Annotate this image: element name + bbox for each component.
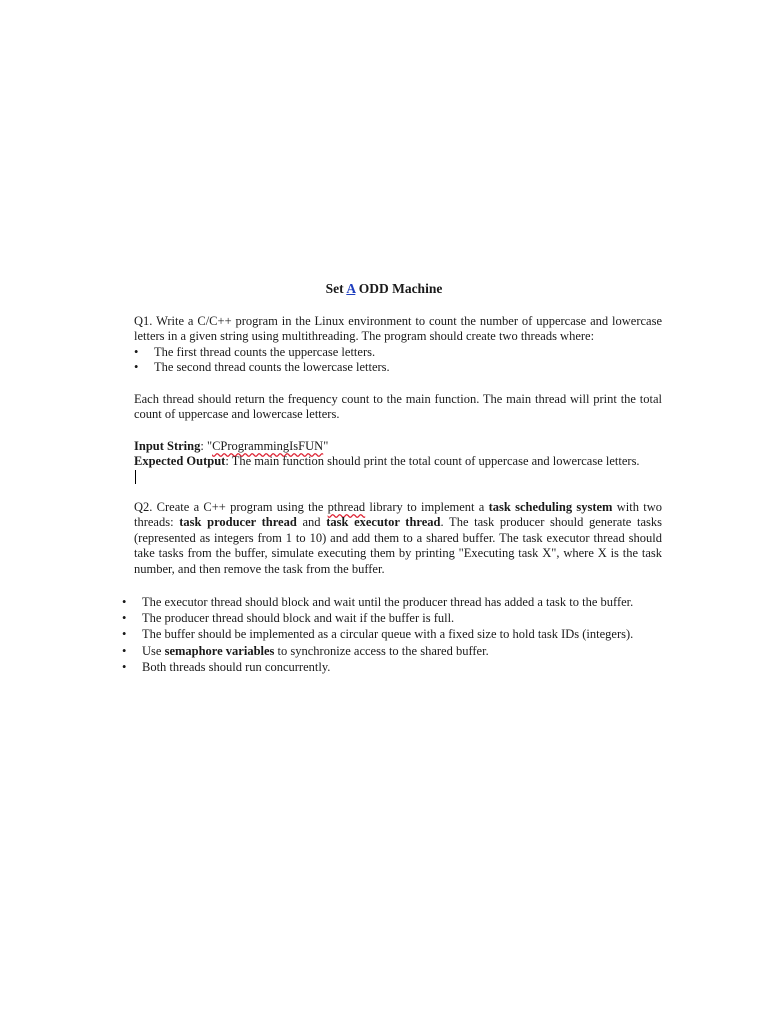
q2-text-3: with two threads:	[134, 500, 662, 530]
q2-prompt	[134, 500, 662, 577]
q1-thread-list	[134, 345, 662, 376]
q2-text-4: and	[296, 515, 327, 530]
input-string-value: CProgrammingIsFUN	[212, 439, 324, 453]
input-suffix: "	[323, 439, 329, 453]
bullet4-pre: Use	[142, 643, 165, 658]
list-item: • The producer thread should block and wait if the buffer is full.	[122, 610, 662, 626]
bullet4-bold: semaphore variables	[164, 643, 275, 658]
list-item: • The executor thread should block and wait until the producer thread has added a task to the buffer.	[122, 594, 662, 610]
list-item	[122, 643, 662, 659]
input-string-line	[134, 439, 662, 454]
list-item: • The first thread counts the uppercase letters.	[134, 345, 662, 360]
question-1	[134, 314, 662, 376]
q2-text-1: Q2. Create a C++ program using the	[134, 500, 328, 514]
title-rest: ODD Machine	[355, 281, 443, 296]
input-label: Input String	[134, 439, 201, 453]
q2-text-5: . The task producer should generate tasks (represented as integers from 1 to 10) and add them to a shared buffer. The task executor thread should take tasks from the buffer, simulate executing them by printing "Executing task X", where X is the task number, and then remove the task from the buffer.	[134, 515, 662, 576]
title-set: Set	[325, 281, 347, 296]
list-item: • The second thread counts the lowercase letters.	[134, 360, 662, 375]
title-letter: A	[346, 281, 356, 296]
q2-bold-3: task executor thread	[326, 515, 441, 530]
page-title	[0, 281, 768, 297]
cursor-line	[134, 470, 662, 486]
q1-text: . Write a C/C++ program in the Linux environment to count the number of uppercase and lowercase letters in a given string using multithreading. The program should create two threads where:	[134, 314, 662, 344]
q1-io	[134, 439, 662, 486]
q1-label: Q1	[134, 314, 150, 328]
q1-prompt	[134, 314, 662, 345]
list-item: • Both threads should run concurrently.	[122, 659, 662, 675]
expected-output-line	[134, 454, 662, 469]
q2-bold-2: task producer thread	[179, 515, 297, 530]
question-2	[134, 500, 662, 577]
q2-bold-1: task scheduling system	[488, 500, 613, 514]
output-text: : The main function should print the total count of uppercase and lowercase letters.	[225, 454, 640, 469]
q2-pthread: pthread	[327, 500, 366, 514]
q1-paragraph	[134, 392, 662, 423]
output-label: Expected Output	[134, 454, 226, 469]
q2-text-2: library to implement a	[365, 500, 489, 514]
q1-return-paragraph: Each thread should return the frequency count to the main function. The main thread will print the total count of uppercase and lowercase letters.	[134, 392, 662, 422]
input-prefix: : "	[200, 439, 213, 453]
bullet4-post: to synchronize access to the shared buffer.	[274, 643, 489, 658]
list-item: • The buffer should be implemented as a circular queue with a fixed size to hold task IDs (integers).	[122, 626, 662, 642]
text-cursor	[135, 470, 136, 484]
q2-requirements-list	[122, 594, 662, 675]
